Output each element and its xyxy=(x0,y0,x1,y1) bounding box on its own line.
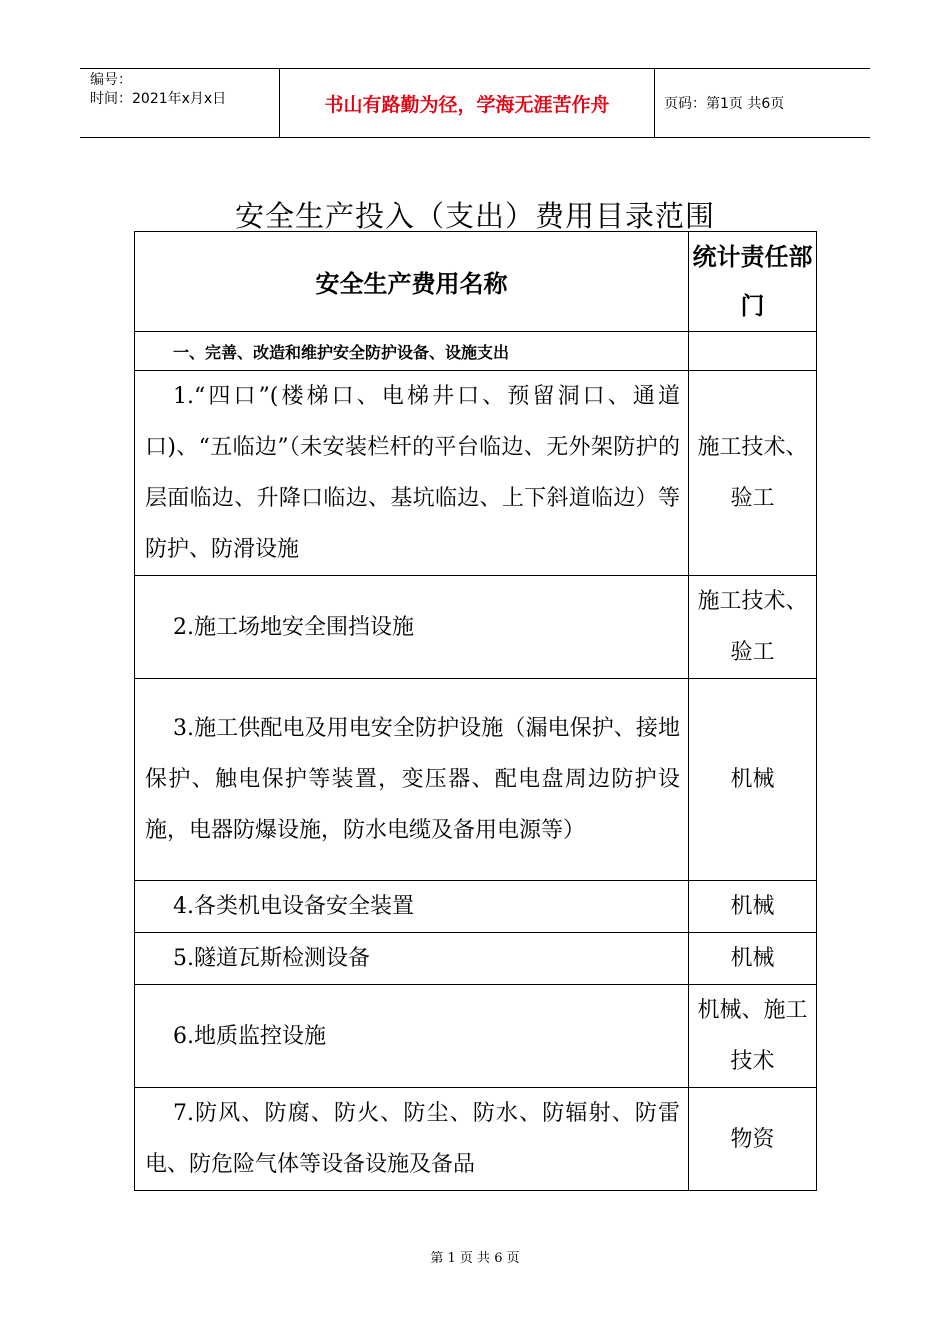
column-header-department: 统计责任部门 xyxy=(689,232,817,332)
expense-item-department: 机械 xyxy=(689,679,817,881)
section-row xyxy=(135,332,817,371)
expense-item-department: 机械 xyxy=(689,881,817,933)
expense-item-name: 5.隧道瓦斯检测设备 xyxy=(135,933,689,985)
header-motto: 书山有路勤为径，学海无涯苦作舟 xyxy=(324,93,610,116)
expense-item-name: 2.施工场地安全围挡设施 xyxy=(135,576,689,679)
table-header-row xyxy=(135,232,817,332)
document-title: 安全生产投入（支出）费用目录范围 xyxy=(234,199,715,233)
expense-item-name: 7.防风、防腐、防火、防尘、防水、防辐射、防雷电、防危险气体等设备设施及备品 xyxy=(135,1088,689,1191)
expense-catalog-table xyxy=(134,231,817,1191)
header-motto-cell xyxy=(280,69,655,137)
table-row xyxy=(135,371,817,576)
table-row xyxy=(135,1088,817,1191)
header-page-info: 页码：第1页 共6页 xyxy=(664,96,785,112)
table-row xyxy=(135,881,817,933)
expense-item-department: 物资 xyxy=(689,1088,817,1191)
table-row xyxy=(135,679,817,881)
header-meta-cell xyxy=(80,69,280,137)
expense-item-department: 施工技术、验工 xyxy=(689,576,817,679)
expense-item-department: 机械、施工技术 xyxy=(689,985,817,1088)
table-row xyxy=(135,985,817,1088)
expense-item-department: 施工技术、验工 xyxy=(689,371,817,576)
document-time-label: 时间：2021年x月x日 xyxy=(90,91,227,107)
section-empty-cell xyxy=(689,332,817,371)
expense-item-name: 4.各类机电设备安全装置 xyxy=(135,881,689,933)
column-header-name: 安全生产费用名称 xyxy=(135,232,689,332)
document-header xyxy=(80,68,870,138)
table-row xyxy=(135,933,817,985)
table-row xyxy=(135,576,817,679)
expense-item-department: 机械 xyxy=(689,933,817,985)
expense-item-name: 3.施工供配电及用电安全防护设施（漏电保护、接地保护、触电保护等装置，变压器、配电盘周边防护设施，电器防爆设施，防水电缆及备用电源等） xyxy=(135,679,689,881)
section-title: 一、完善、改造和维护安全防护设备、设施支出 xyxy=(135,332,689,371)
expense-item-name: 1.“四口”(楼梯口、电梯井口、预留洞口、通道口)、“五临边”（未安装栏杆的平台临边、无外架防护的层面临边、升降口临边、基坑临边、上下斜道临边）等防护、防滑设施 xyxy=(135,371,689,576)
document-number-label: 编号： xyxy=(90,72,132,88)
page-footer: 第 1 页 共 6 页 xyxy=(430,1251,520,1266)
expense-item-name: 6.地质监控设施 xyxy=(135,985,689,1088)
